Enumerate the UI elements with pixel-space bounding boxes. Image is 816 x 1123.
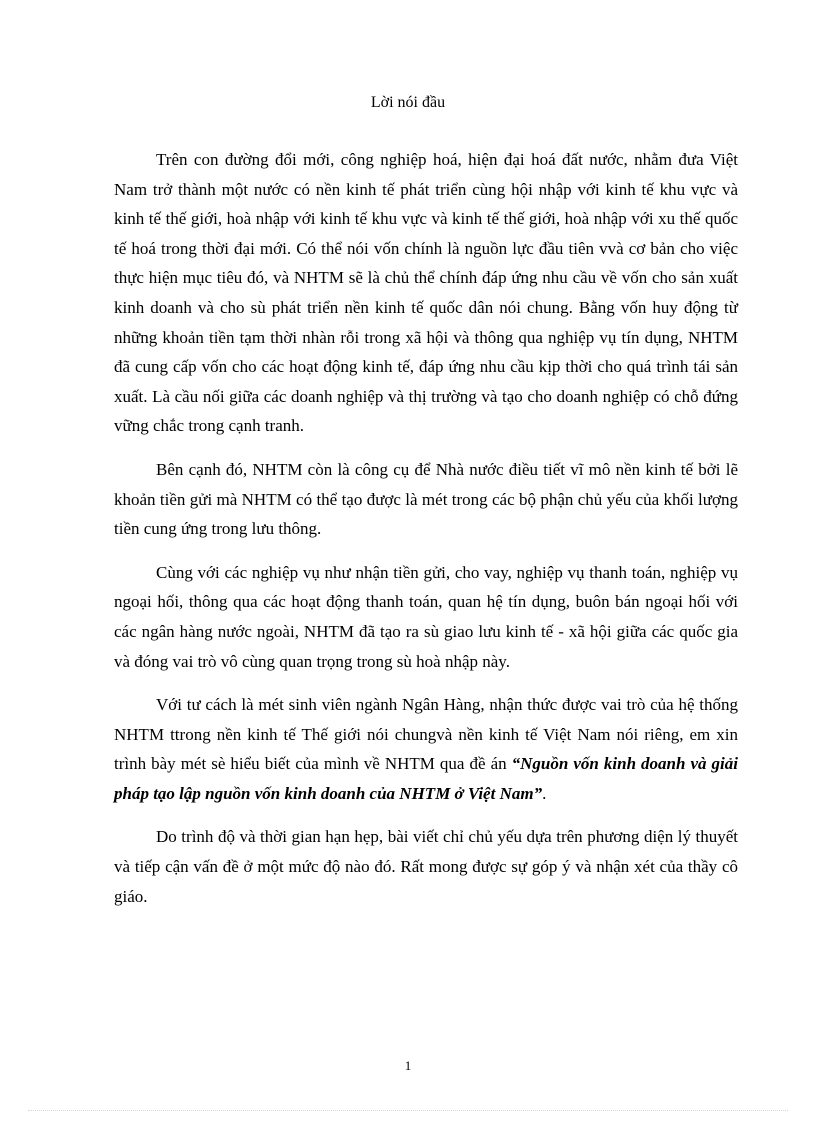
page-edge-divider	[28, 1110, 788, 1111]
paragraph-4-trailing: .	[542, 783, 547, 803]
paragraph-1: Trên con đường đổi mới, công nghiệp hoá, hiện đại hoá đất nước, nhằm đưa Việt Nam trở thành một nước có nền kinh tế phát triển cùng hội nhập với kinh tế khu vực và kinh tế thế giới, hoà nhập với kinh tế khu vực và kinh tế thế giới, hoà nhập với xu thế quốc tế hoá trong thời đại mới. Có thể nói vốn chính là nguồn lực đầu tiên vvà cơ bản cho việc thực hiện mục tiêu đó, và NHTM sẽ là chủ thể chính đáp ứng nhu cầu về vốn cho sản xuất kinh doanh và cho sù phát triển nền kinh tế quốc dân nói chung. Bằng vốn huy động từ những khoản tiền tạm thời nhàn rỗi trong xã hội và thông qua nghiệp vụ tín dụng, NHTM đã cung cấp vốn cho các hoạt động kinh tế, đáp ứng nhu cầu kịp thời cho quá trình tái sản xuất. Là cầu nối giữa các doanh nghiệp và thị trường và tạo cho doanh nghiệp có chỗ đứng vững chắc trong cạnh tranh.	[114, 150, 738, 436]
paragraph-4-text: Với tư cách là mét sinh viên ngành Ngân Hàng, nhận thức được vai trò của hệ thống NHTM ttrong nền kinh tế Thế giới nói chungvà nền kinh tế Việt Nam nói riêng, em xin trình bày mét sè hiểu biết của mình về NHTM qua đề án	[114, 695, 738, 774]
project-title-emphasis: “Nguồn vốn kinh doanh và giải pháp tạo lập nguồn vốn kinh doanh của NHTM ở Việt Nam”	[114, 754, 738, 803]
paragraph-2: Bên cạnh đó, NHTM còn là công cụ để Nhà nước điều tiết vĩ mô nền kinh tế bởi lẽ khoản tiền gửi mà NHTM có thể tạo được là mét trong các bộ phận chủ yếu của khối lượng tiền cung ứng trong lưu thông.	[114, 459, 738, 539]
page-number: 1	[404, 1058, 412, 1073]
document-body	[114, 145, 738, 925]
paragraph-4	[114, 690, 738, 808]
paragraph-3: Cùng với các nghiệp vụ như nhận tiền gửi, cho vay, nghiệp vụ thanh toán, nghiệp vụ ngoại hối, thông qua các hoạt động thanh toán, quan hệ tín dụng, buôn bán ngoại hối với các ngân hàng nước ngoài, NHTM đã tạo ra sù giao lưu kinh tế - xã hội giữa các quốc gia và đóng vai trò vô cùng quan trọng trong sù hoà nhập này.	[114, 562, 738, 671]
document-title: Lời nói đầu	[370, 94, 446, 111]
paragraph-5: Do trình độ và thời gian hạn hẹp, bài viết chỉ chủ yếu dựa trên phương diện lý thuyết và tiếp cận vấn đề ở một mức độ nào đó. Rất mong được sự góp ý và nhận xét của thầy cô giáo.	[114, 827, 738, 906]
